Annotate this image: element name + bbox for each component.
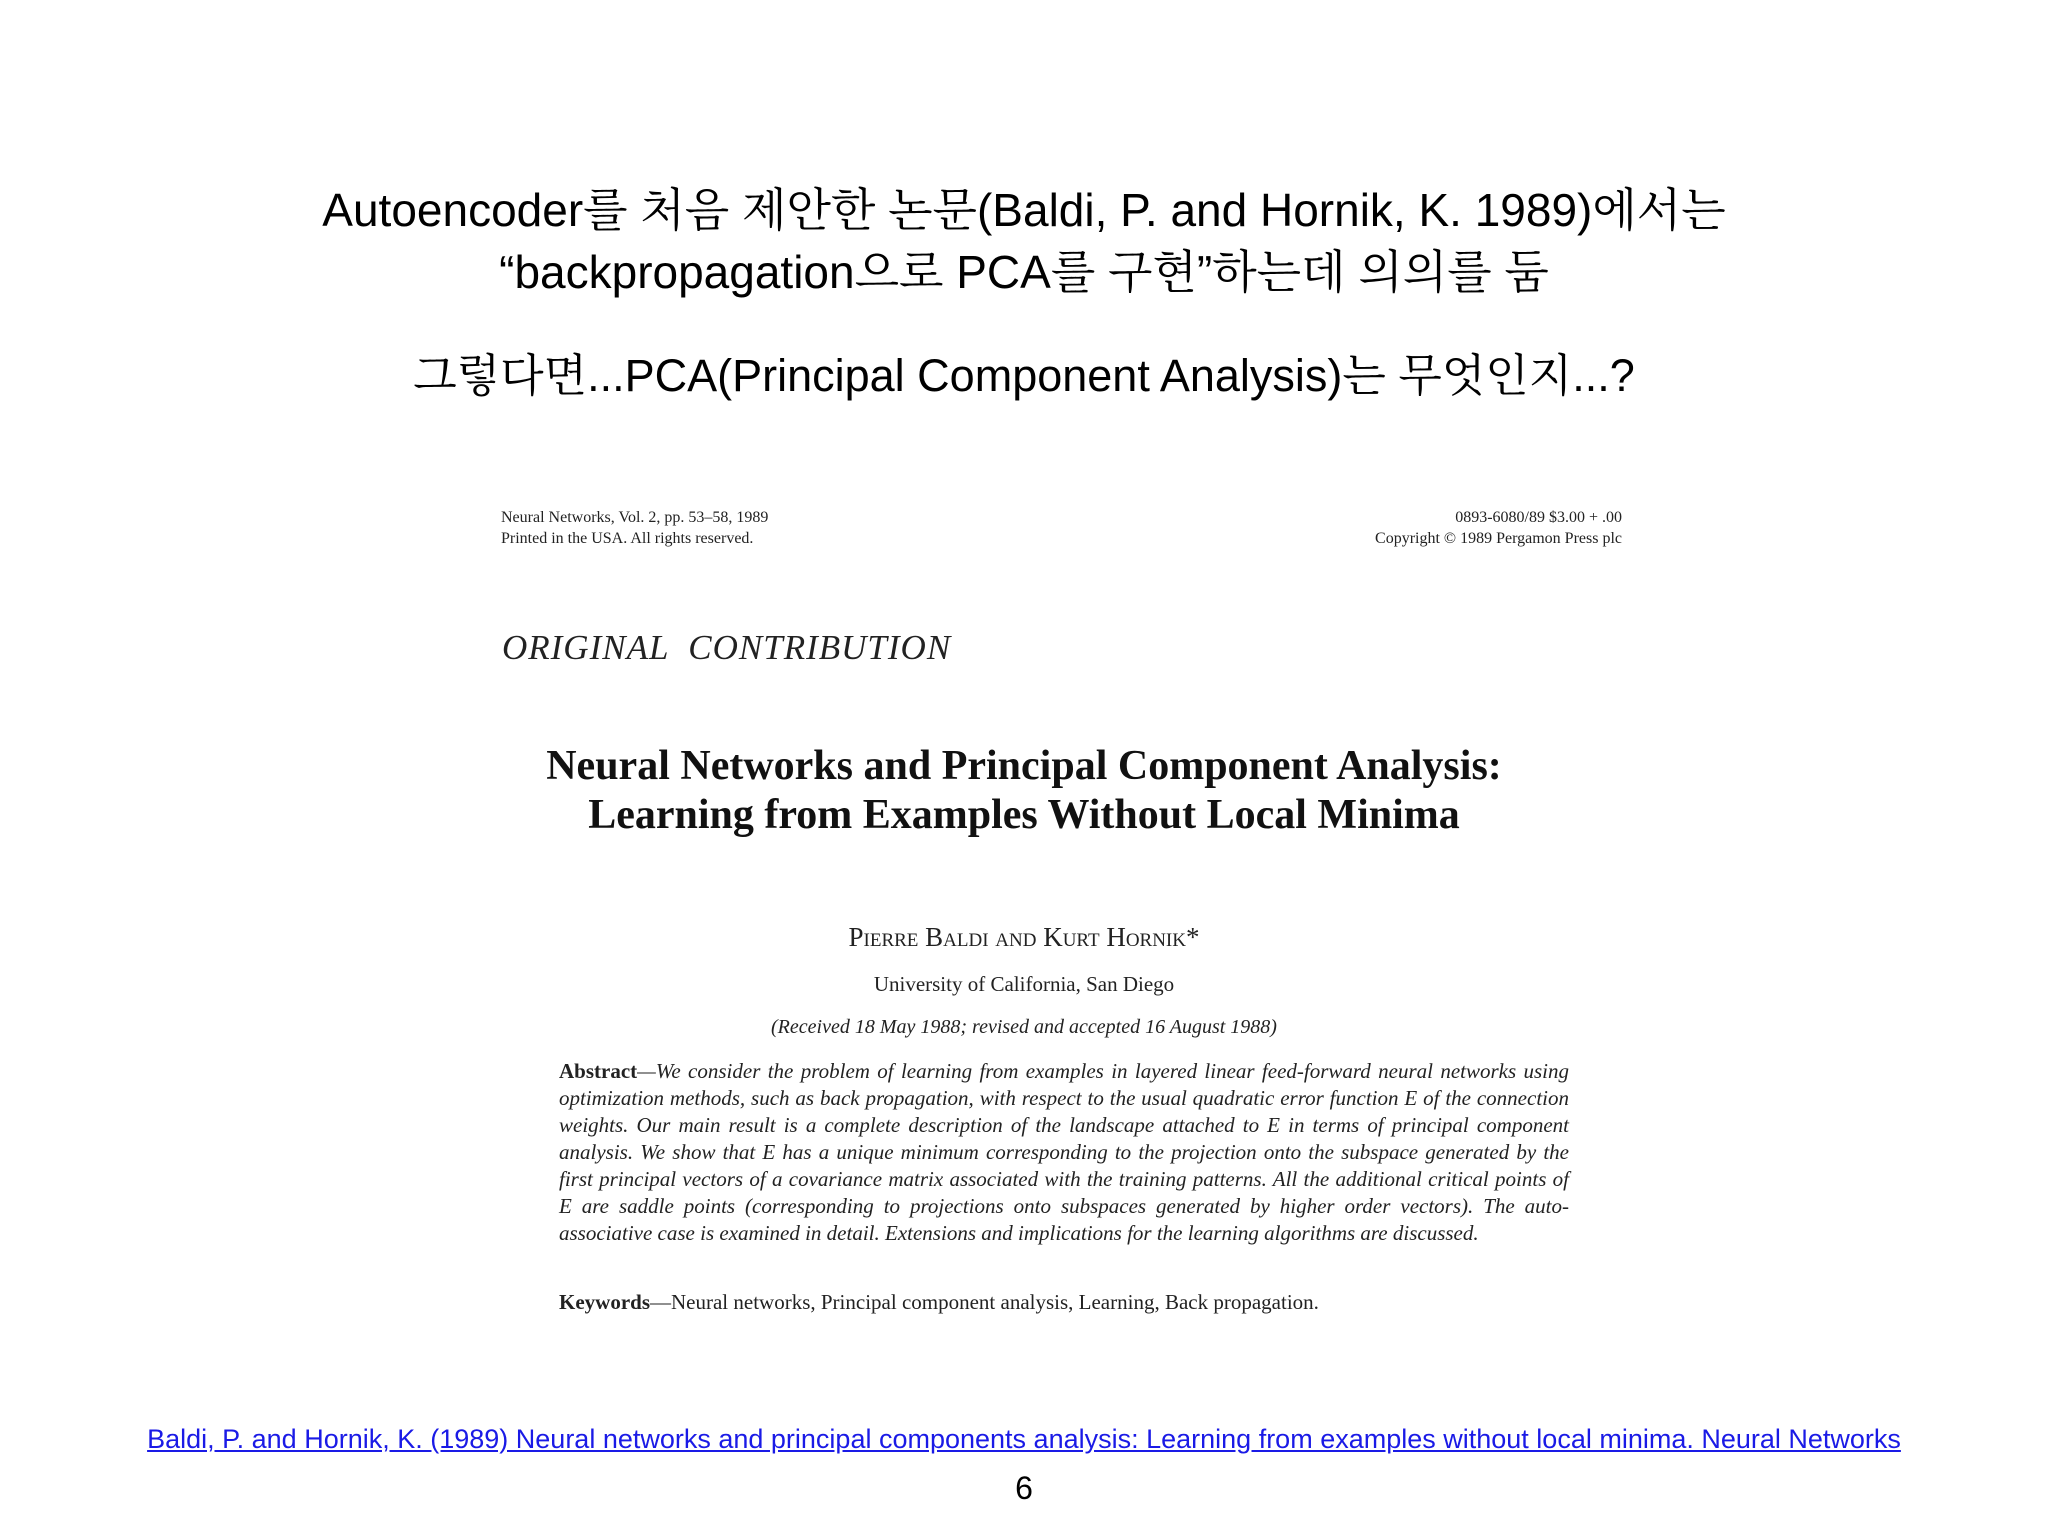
slide-heading-line2: “backpropagation으로 PCA를 구현”하는데 의의를 둠	[499, 246, 1549, 298]
price-line: 0893-6080/89 $3.00 + .00	[1455, 509, 1622, 526]
paper-authors: Pierre Baldi and Kurt Hornik*	[848, 922, 1200, 952]
copyright-line: Copyright © 1989 Pergamon Press plc	[1375, 530, 1622, 547]
journal-info	[501, 507, 768, 549]
paper-keywords	[559, 1290, 1319, 1315]
reference	[0, 1424, 2048, 1455]
paper-title-line1: Neural Networks and Principal Component Analysis:	[546, 743, 1502, 789]
journal-line1: Neural Networks, Vol. 2, pp. 53–58, 1989	[501, 509, 769, 526]
reference-link[interactable]: Baldi, P. and Hornik, K. (1989) Neural networks and principal components analysis: Learning from examples without local minima. Neural Networks	[147, 1424, 1901, 1454]
abstract-label: Abstract	[559, 1059, 638, 1083]
journal-line2: Printed in the USA. All rights reserved.	[501, 530, 754, 547]
keywords-label: Keywords	[559, 1290, 650, 1314]
keywords-text: —Neural networks, Principal component analysis, Learning, Back propagation.	[650, 1290, 1319, 1314]
paper-abstract	[559, 1058, 1569, 1247]
paper-received: (Received 18 May 1988; revised and accepted 16 August 1988)	[771, 1016, 1277, 1038]
paper-title-line2: Learning from Examples Without Local Minima	[588, 792, 1460, 838]
paper-title	[0, 742, 2048, 840]
slide-heading-line1: Autoencoder를 처음 제안한 논문(Baldi, P. and Hornik, K. 1989)에서는	[322, 184, 1726, 236]
abstract-text: —We consider the problem of learning from examples in layered linear feed-forward neural networks using optimization methods, such as back propagation, with respect to the usual quadratic error function E of the connection weights. Our main result is a complete description of the landscape attached to E in terms of principal component analysis. We show that E has a unique minimum corresponding to the projection onto the subspace generated by the first principal vectors of a covariance matrix associated with the training patterns. All the additional critical points of E are saddle points (corresponding to projections onto subspaces generated by higher order vectors). The auto-associative case is examined in detail. Extensions and implications for the learning algorithms are discussed.	[559, 1059, 1569, 1245]
copyright-info	[1375, 507, 1622, 549]
page-number: 6	[1015, 1470, 1033, 1506]
slide-question: 그렇다면...PCA(Principal Component Analysis)는 무엇인지...?	[413, 350, 1635, 401]
paper-affiliation: University of California, San Diego	[873, 972, 1175, 996]
section-label: ORIGINAL CONTRIBUTION	[502, 628, 952, 667]
